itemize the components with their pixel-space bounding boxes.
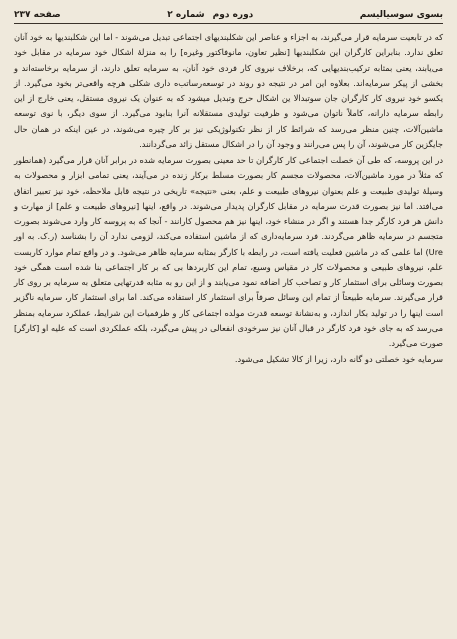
page-number: صفحه ۲۳۷ <box>14 10 61 20</box>
body-text <box>14 30 443 368</box>
issue-info <box>167 10 253 20</box>
issue-label: شماره ۲ <box>167 10 205 20</box>
paragraph-1: که در تابعیت سرمایه قرار می‌گیرند، به اجزاء و عناصر این شکلبندیهای اجتماعی تبدیل می‌شوند - اما این شکلبندیها به خود آنان تعلق ندارد. بنابراین کارگران این شکلبندیها [نظیر تعاون، مانوفاکتور وغیره] را به منزله‌ٔ اشکال خود سرمایه در مقابل خود می‌یابند، یعنی بمثابه ترکیب‌بندیهایی که، برخلاف نیروی کار فردی خود آنان، به سرمایه تعلق دارند، از سرمایه برخاسته‌اند و بخشی از پیکر سرمایه‌اند. بعلاوه این امر در نتیجه دو روند در توسعه‌رساتب‌ه داری شکلی هرچه واقعی‌تر بخود می‌گیرد. از یکسو خود نیروی کار کارگران جان سوتبدالا ین اشکال حرج وتبدیل میشود که به عنوان یک نیروی مستقل، یعنی خارج از این رابطه سرمایه دارانه، کاملاً ناتوان می‌شود و ظرفیت تولیدی مستقلانه آنرا بنابود می‌گیرد. از سوی دیگر، با نوی توسعه ماشین‌آلات، چنین منظر می‌رسد که شرائط کار از نظر تکنولوژیکی نیز بر کار چیره می‌شوند، در عین اینکه در همان حال جایگزین کار می‌شوند، آن را پس می‌رانند و وجود آن را در اشکال مستقل زائد می‌گردانند. <box>14 32 443 149</box>
running-header <box>14 10 443 24</box>
paragraph-3: سرمایه خود خصلتی دو گانه دارد، زیرا از کالا تشکیل می‌شود. <box>234 354 443 365</box>
journal-title: بسوی سوسیالیسم <box>359 10 443 20</box>
paragraph-2: در این پروسه، که طی آن خصلت اجتماعی کار کارگران تا حد معینی بصورت سرمایه شده در برابر آنان قرار می‌گیرد (همانطور که مثلاً در مورد ماشین‌آلات، محصولات مجسم کار بصورت مسلط برکار زنده در می‌آیند، یعنی تمامی ابزار و محصولات به وسیله‌ٔ تولیدی طبیعت و علم بعنوان نیروهای طبیعت و علم، بعنی «نتیجه» تاریخی در نتیجه قابل ملاحظه، خود نیز تعبیر اتفاق می‌افتد. اما نیز بصورت قدرت سرمایه در مقابل کارگران پدیدار می‌شوند. در واقع، اینها [نیروهای طبیعت و علم] از مهارت و دانش هر فرد کارگر جدا هستند و اگر در منشاء خود، اینها نیز هم محصول کارانند - آنجا که به پروسه کار وارد می‌شوند بصورت متجسم در سرمایه ظاهر می‌گردند. فرد سرمایه‌داری که از ماشین استفاده می‌کند، لزومی ندارد آن را بشناسد (ر.ک. به اور Ure) اما علمی که در ماشین فعلیت یافته است، در رابطه با کارگر بمثابه سرمایه ظاهر می‌شود. و در واقع تمام موارد کاربست علم، نیروهای طبیعی و محصولات کار در مقیاس وسیع، تمام این کاربردها بی که بر کار اجتماعی بنا شده است همگی خود بصورت وسائلی برای استثمار کار و تصاحب کار اضافه نمود می‌یابند و از این رو به مثابه قدرتهایی متعلق به سرمایه بر روی کار قرار می‌گیرند. سرمایه طبیعتاً از تمام این وسائل صرفاً برای استثمار کار استفاده می‌کند. اما برای استثمار کار، سرمایه ناگزیر است اینها را در تولید بکار اندازد، و به‌نشانه‌ٔ توسعه قدرت مولده اجتماعی کار و ظرفمیات این شرایط، عملکرد سرمایه بمنظر می‌رسد که به جای خود فرد کارگر در قبال آنان نیز سرخودی انفعالی در پیش می‌گیرد، بلکه عملکردی است که علیه او [کارگر] صورت می‌گیرد. <box>14 155 443 348</box>
volume-label: دوره دوم <box>212 10 254 20</box>
